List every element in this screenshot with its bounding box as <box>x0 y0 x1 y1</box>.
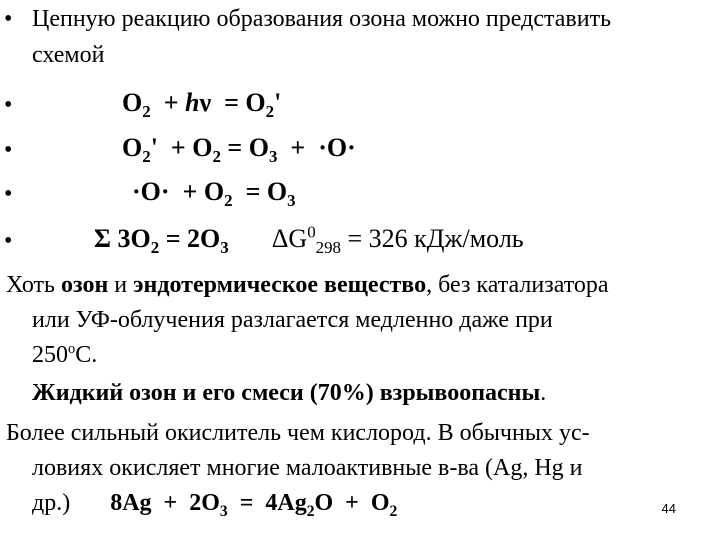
equation-2 <box>122 133 356 167</box>
page-number: 44 <box>661 501 676 516</box>
eq1-text: $O_2 + h\nu = O_2'$ <box>122 88 282 122</box>
bullet-4: • <box>4 181 13 207</box>
para3-line-2: ловиях окисляет многие малоактивные в-ва (Ag, Hg и <box>32 455 583 481</box>
para3-prefix: др.) <box>32 490 71 516</box>
para1-line-2: или УФ-облучения разлагается медленно даже при <box>32 307 553 333</box>
eq3-text: $\cdot O\cdot + O_2 = O_3$ <box>132 177 296 211</box>
ozone-bold: озон <box>60 272 109 298</box>
equation-3 <box>132 177 296 211</box>
para1-line-3: $250^оС$. <box>32 341 98 368</box>
eq4-sum: Σ $3O_2 = 2O_3$ <box>94 224 229 258</box>
para2-line: Жидкий озон и его смеси (70%) взрывоопасны. <box>32 380 547 406</box>
bullet-2: • <box>4 92 13 118</box>
equation-1 <box>122 88 282 122</box>
liquid-ozone-bold: Жидкий озон и его смеси (70%) взрывоопасны <box>32 380 541 406</box>
equation-4 <box>94 222 524 258</box>
bullet-3: • <box>4 137 13 163</box>
bullet-1: • <box>4 6 13 32</box>
eq4-gibbs: $\Delta G^0_{298} = 326$ кДж/моль <box>271 222 524 258</box>
endothermic-bold: эндотермическое вещество <box>133 272 427 298</box>
intro-line-1: Цепную реакцию образования озона можно представить <box>32 6 612 32</box>
eq2-text: $O_2' + O_2 = O_3 + \cdot O\cdot$ <box>122 133 356 167</box>
silver-reaction: $8Ag + 2O_3 = 4Ag_2O + O_2$ <box>110 490 398 520</box>
para3-line-3 <box>32 490 398 520</box>
para1-line-1: Хоть озон и эндотермическое вещество, без катализатора <box>6 272 609 298</box>
bullet-5: • <box>4 228 13 254</box>
intro-line-2: схемой <box>32 42 105 68</box>
para3-line-1: Более сильный окислитель чем кислород. В обычных ус- <box>6 420 590 446</box>
